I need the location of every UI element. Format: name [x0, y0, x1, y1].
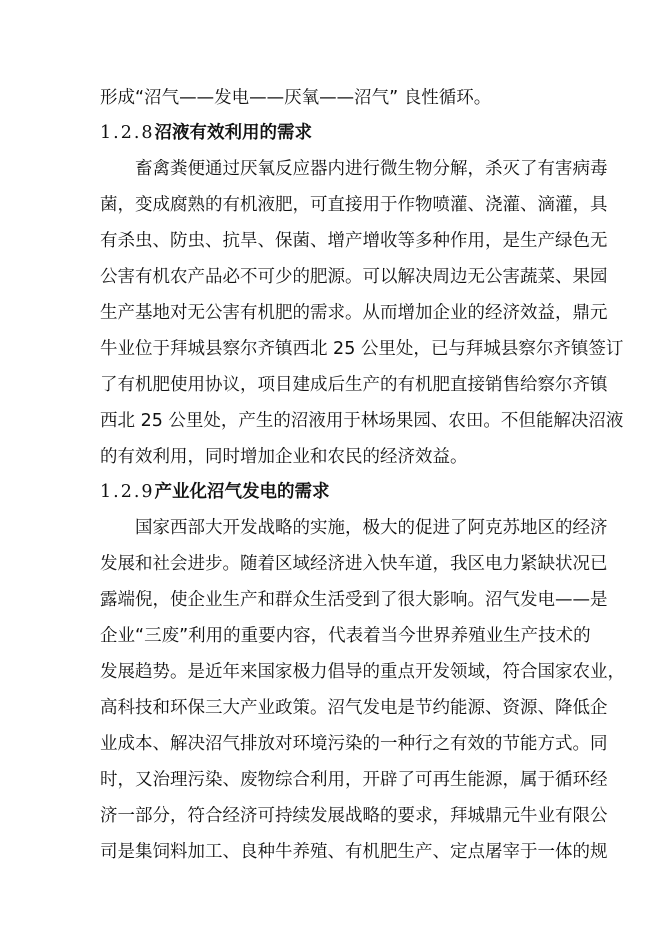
paragraph-line: 了有机肥使用协议，项目建成后生产的有机肥直接销售给察尔齐镇: [100, 375, 608, 395]
paragraph-line: 畜禽粪便通过厌氧反应器内进行微生物分解，杀灭了有害病毒: [135, 159, 608, 179]
paragraph-line: 露端倪，使企业生产和群众生活受到了很大影响。沼气发电——是: [100, 590, 608, 610]
paragraph-line: 有杀虫、防虫、抗旱、保菌、增产增收等多种作用，是生产绿色无: [100, 231, 608, 251]
paragraph-line: 西北 25 公里处，产生的沼液用于林场果园、农田。不但能解决沼液: [100, 411, 624, 431]
section-title: 沼液有效利用的需求: [154, 123, 313, 143]
paragraph-line: 发展趋势。是近年来国家极力倡导的重点开发领域，符合国家农业，: [100, 662, 625, 682]
paragraph-line: 业成本、解决沼气排放对环境污染的一种行之有效的节能方式。同: [100, 734, 608, 754]
section-heading-1-2-9: [100, 480, 550, 504]
paragraph-line: 高科技和环保三大产业政策。沼气发电是节约能源、资源、降低企: [100, 698, 608, 718]
section-number: 1.2.9: [100, 482, 155, 502]
section-title: 产业化沼气发电的需求: [154, 482, 330, 502]
opening-line: 形成“沼气——发电——厌氧——沼气” 良性循环。: [100, 88, 492, 108]
paragraph-line: 菌，变成腐熟的有机液肥，可直接用于作物喷灌、浇灌、滴灌，具: [100, 195, 608, 215]
section-heading-1-2-8: [100, 121, 550, 145]
paragraph-line: 时，又治理污染、废物综合利用，开辟了可再生能源，属于循环经: [100, 770, 608, 790]
paragraph-line: 司是集饲料加工、良种牛养殖、有机肥生产、定点屠宰于一体的规: [100, 842, 608, 862]
paragraph-line: 的有效利用，同时增加企业和农民的经济效益。: [100, 447, 468, 467]
paragraph-line: 国家西部大开发战略的实施，极大的促进了阿克苏地区的经济: [135, 518, 608, 538]
paragraph-line: 生产基地对无公害有机肥的需求。从而增加企业的经济效益，鼎元: [100, 303, 608, 323]
paragraph-line: 牛业位于拜城县察尔齐镇西北 25 公里处，已与拜城县察尔齐镇签订: [100, 339, 624, 359]
section-number: 1.2.8: [100, 123, 155, 143]
paragraph-line: 企业“三废”利用的重要内容，代表着当今世界养殖业生产技术的: [100, 626, 591, 646]
paragraph-line: 济一部分，符合经济可持续发展战略的要求，拜城鼎元牛业有限公: [100, 806, 608, 826]
paragraph-line: 发展和社会进步。随着区域经济进入快车道，我区电力紧缺状况已: [100, 554, 608, 574]
paragraph-line: 公害有机农产品必不可少的肥源。可以解决周边无公害蔬菜、果园: [100, 267, 608, 287]
